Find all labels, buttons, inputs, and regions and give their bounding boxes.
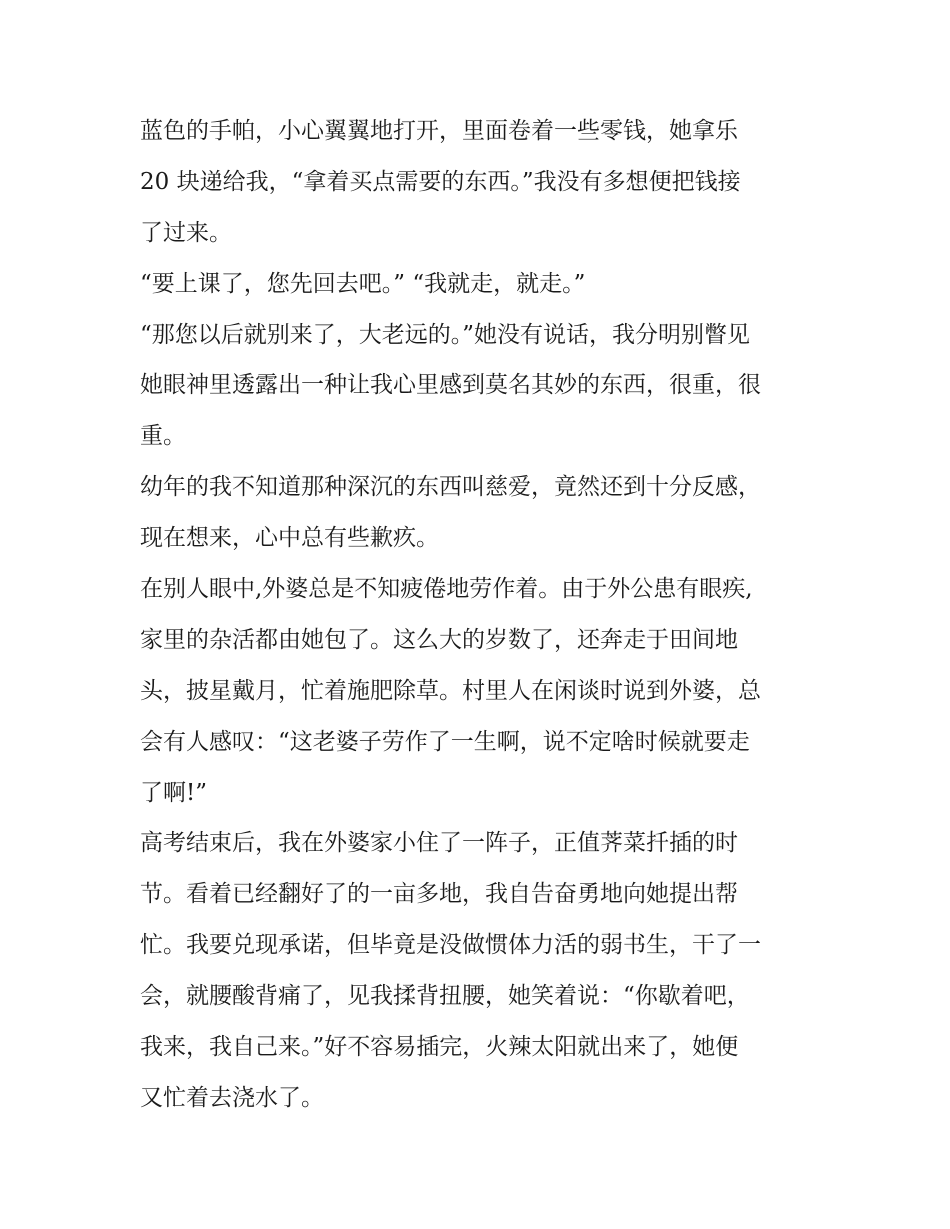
text-line-1: 蓝色的手帕，小心翼翼地打开，里面卷着一些零钱，她拿乐 [140, 118, 738, 144]
text-line-3: 了过来。 [140, 219, 232, 246]
text-line-17: 忙。我要兑现承诺，但毕竟是没做惯体力活的弱书生，干了一 [140, 932, 761, 959]
text-line-13: 会有人感叹：“这老婆子劳作了一生啊，说不定啥时候就要走 [140, 728, 750, 755]
text-line-14: 了啊!” [140, 779, 208, 806]
text-line-12: 头，披星戴月，忙着施肥除草。村里人在闲谈时说到外婆，总 [140, 677, 761, 704]
text-line-4: “要上课了，您先回去吧。” “我就走，就走。” [140, 270, 586, 297]
text-line-15: 高考结束后，我在外婆家小住了一阵子，正值荠菜扦插的时 [140, 830, 738, 857]
text-line-11: 家里的杂活都由她包了。这么大的岁数了，还奔走于田间地 [140, 626, 738, 653]
text-line-9: 现在想来，心中总有些歉疚。 [140, 525, 439, 552]
text-line-18: 会，就腰酸背痛了，见我揉背扭腰，她笑着说：“你歇着吧， [140, 983, 750, 1010]
text-line-6: 她眼神里透露出一种让我心里感到莫名其妙的东西，很重，很 [140, 372, 761, 399]
body-text [140, 106, 820, 1124]
text-line-20: 又忙着去浇水了。 [140, 1084, 324, 1111]
text-line-7: 重。 [140, 423, 186, 450]
text-line-8: 幼年的我不知道那种深沉的东西叫慈爱，竟然还到十分反感， [140, 474, 761, 501]
text-line-10: 在别人眼中,外婆总是不知疲倦地劳作着。由于外公患有眼疾, [140, 576, 753, 603]
text-line-2: 20 块递给我，“拿着买点需要的东西。”我没有多想便把钱接 [140, 168, 741, 195]
text-line-16: 节。看着已经翻好了的一亩多地，我自告奋勇地向她提出帮 [140, 881, 738, 908]
text-line-19: 我来，我自己来。”好不容易插完，火辣太阳就出来了，她便 [140, 1034, 739, 1061]
text-line-5: “那您以后就别来了，大老远的。”她没有说话，我分明别瞥见 [140, 321, 751, 348]
